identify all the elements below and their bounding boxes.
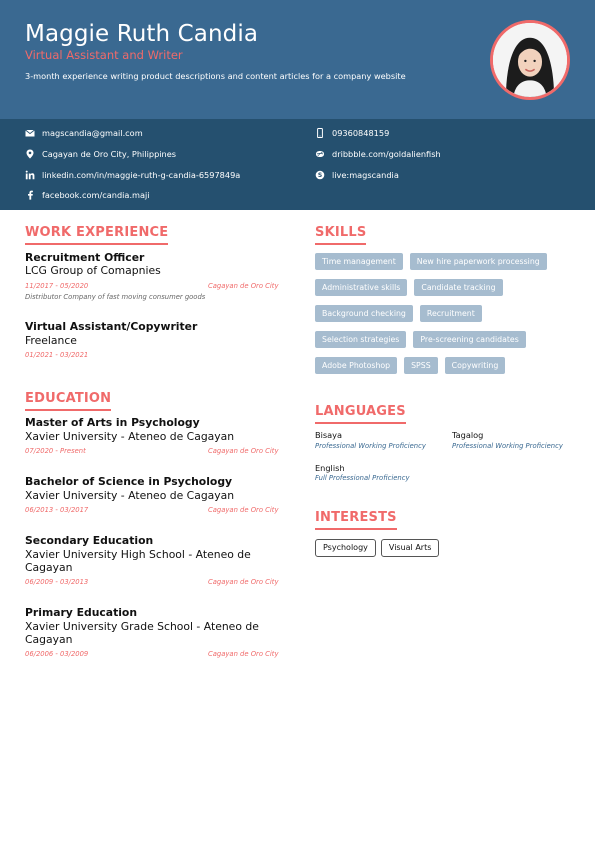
- work-position: Recruitment Officer: [25, 251, 145, 264]
- work-description: Distributor Company of fast moving consumer goods: [25, 293, 206, 301]
- linkedin-icon: [25, 170, 35, 180]
- contact-location: [25, 148, 176, 160]
- heading-underline: [315, 243, 366, 245]
- education-degree: Primary Education: [25, 606, 138, 619]
- dribbble-icon: [315, 149, 325, 159]
- heading-underline: [25, 243, 168, 245]
- profile-photo: [490, 20, 570, 100]
- contact-band: [0, 119, 595, 210]
- education-location: Cagayan de Oro City: [208, 447, 279, 455]
- work-location: Cagayan de Oro City: [208, 282, 279, 290]
- map-pin-icon: [25, 149, 35, 159]
- candidate-role: Virtual Assistant and Writer: [25, 48, 183, 62]
- contact-email[interactable]: [25, 127, 143, 139]
- contact-facebook-text: facebook.com/candia.maji: [42, 190, 150, 200]
- interests-heading: [315, 510, 397, 530]
- education-degree: Bachelor of Science in Psychology: [25, 475, 233, 488]
- contact-dribbble-text: dribbble.com/goldalienfish: [332, 149, 441, 159]
- skills-list: [315, 253, 570, 383]
- contact-phone-text: 09360848159: [332, 128, 390, 138]
- language-name: Tagalog: [452, 430, 484, 440]
- work-dates: 01/2021 - 03/2021: [25, 351, 89, 359]
- skill-tag: Recruitment: [420, 305, 482, 322]
- candidate-summary: 3-month experience writing product descriptions and content articles for a company website: [25, 71, 406, 81]
- skill-tag: Pre-screening candidates: [413, 331, 525, 348]
- skill-tag: Adobe Photoshop: [315, 357, 397, 374]
- education-location: Cagayan de Oro City: [208, 506, 279, 514]
- contact-dribbble[interactable]: [315, 148, 441, 160]
- languages-heading: [315, 404, 406, 424]
- language-level: Professional Working Proficiency: [315, 442, 426, 450]
- education-dates: 06/2009 - 03/2013: [25, 578, 89, 586]
- language-level: Professional Working Proficiency: [452, 442, 563, 450]
- envelope-icon: [25, 128, 35, 138]
- education-dates: 06/2013 - 03/2017: [25, 506, 89, 514]
- languages-heading-text: LANGUAGES: [315, 404, 406, 419]
- skill-tag: Selection strategies: [315, 331, 406, 348]
- portrait-image: [493, 23, 567, 97]
- skill-tag: Candidate tracking: [414, 279, 502, 296]
- resume-header: [0, 0, 595, 119]
- work-company: LCG Group of Comapnies: [25, 264, 161, 277]
- education-degree: Master of Arts in Psychology: [25, 416, 200, 429]
- education-dates: 07/2020 - Present: [25, 447, 86, 455]
- contact-phone[interactable]: [315, 127, 389, 139]
- work-company: Freelance: [25, 334, 77, 347]
- heading-underline: [315, 422, 406, 424]
- skills-heading-text: SKILLS: [315, 225, 367, 240]
- language-name: English: [315, 463, 345, 473]
- education-dates: 06/2006 - 03/2009: [25, 650, 89, 658]
- contact-facebook[interactable]: [25, 189, 150, 201]
- contact-linkedin-text: linkedin.com/in/maggie-ruth-g-candia-6597849a: [42, 170, 241, 180]
- skill-tag: Copywriting: [445, 357, 506, 374]
- phone-icon: [315, 128, 325, 138]
- education-school: Xavier University - Ateneo de Cagayan: [25, 489, 235, 502]
- interest-tag: Visual Arts: [381, 539, 440, 557]
- education-location: Cagayan de Oro City: [208, 578, 279, 586]
- interests-list: [315, 539, 444, 557]
- contact-skype-text: live:magscandia: [332, 170, 399, 180]
- education-school: Xavier University High School - Ateneo de Cagayan: [25, 548, 251, 574]
- education-school: Xavier University - Ateneo de Cagayan: [25, 430, 235, 443]
- skill-tag: Background checking: [315, 305, 413, 322]
- education-heading-text: EDUCATION: [25, 391, 112, 406]
- heading-underline: [315, 528, 397, 530]
- education-location: Cagayan de Oro City: [208, 650, 279, 658]
- education-heading: [25, 391, 111, 411]
- facebook-icon: [25, 190, 35, 200]
- candidate-name: Maggie Ruth Candia: [25, 21, 259, 47]
- work-dates: 11/2017 - 05/2020: [25, 282, 89, 290]
- contact-email-text: magscandia@gmail.com: [42, 128, 143, 138]
- work-position: Virtual Assistant/Copywriter: [25, 320, 198, 333]
- contact-skype[interactable]: [315, 169, 399, 181]
- interests-heading-text: INTERESTS: [315, 510, 397, 525]
- work-experience-heading-text: WORK EXPERIENCE: [25, 225, 169, 240]
- language-level: Full Professional Proficiency: [315, 474, 410, 482]
- education-degree: Secondary Education: [25, 534, 154, 547]
- interest-tag: Psychology: [315, 539, 376, 557]
- contact-linkedin[interactable]: [25, 169, 240, 181]
- skill-tag: New hire paperwork processing: [410, 253, 547, 270]
- skype-icon: [315, 170, 325, 180]
- skill-tag: Administrative skills: [315, 279, 407, 296]
- language-name: Bisaya: [315, 430, 343, 440]
- contact-location-text: Cagayan de Oro City, Philippines: [42, 149, 177, 159]
- skill-tag: Time management: [315, 253, 403, 270]
- skill-tag: SPSS: [404, 357, 438, 374]
- skills-heading: [315, 225, 366, 245]
- svg-text:S: S: [317, 172, 323, 180]
- work-experience-heading: [25, 225, 168, 245]
- education-school: Xavier University Grade School - Ateneo de Cagayan: [25, 620, 259, 646]
- heading-underline: [25, 409, 111, 411]
